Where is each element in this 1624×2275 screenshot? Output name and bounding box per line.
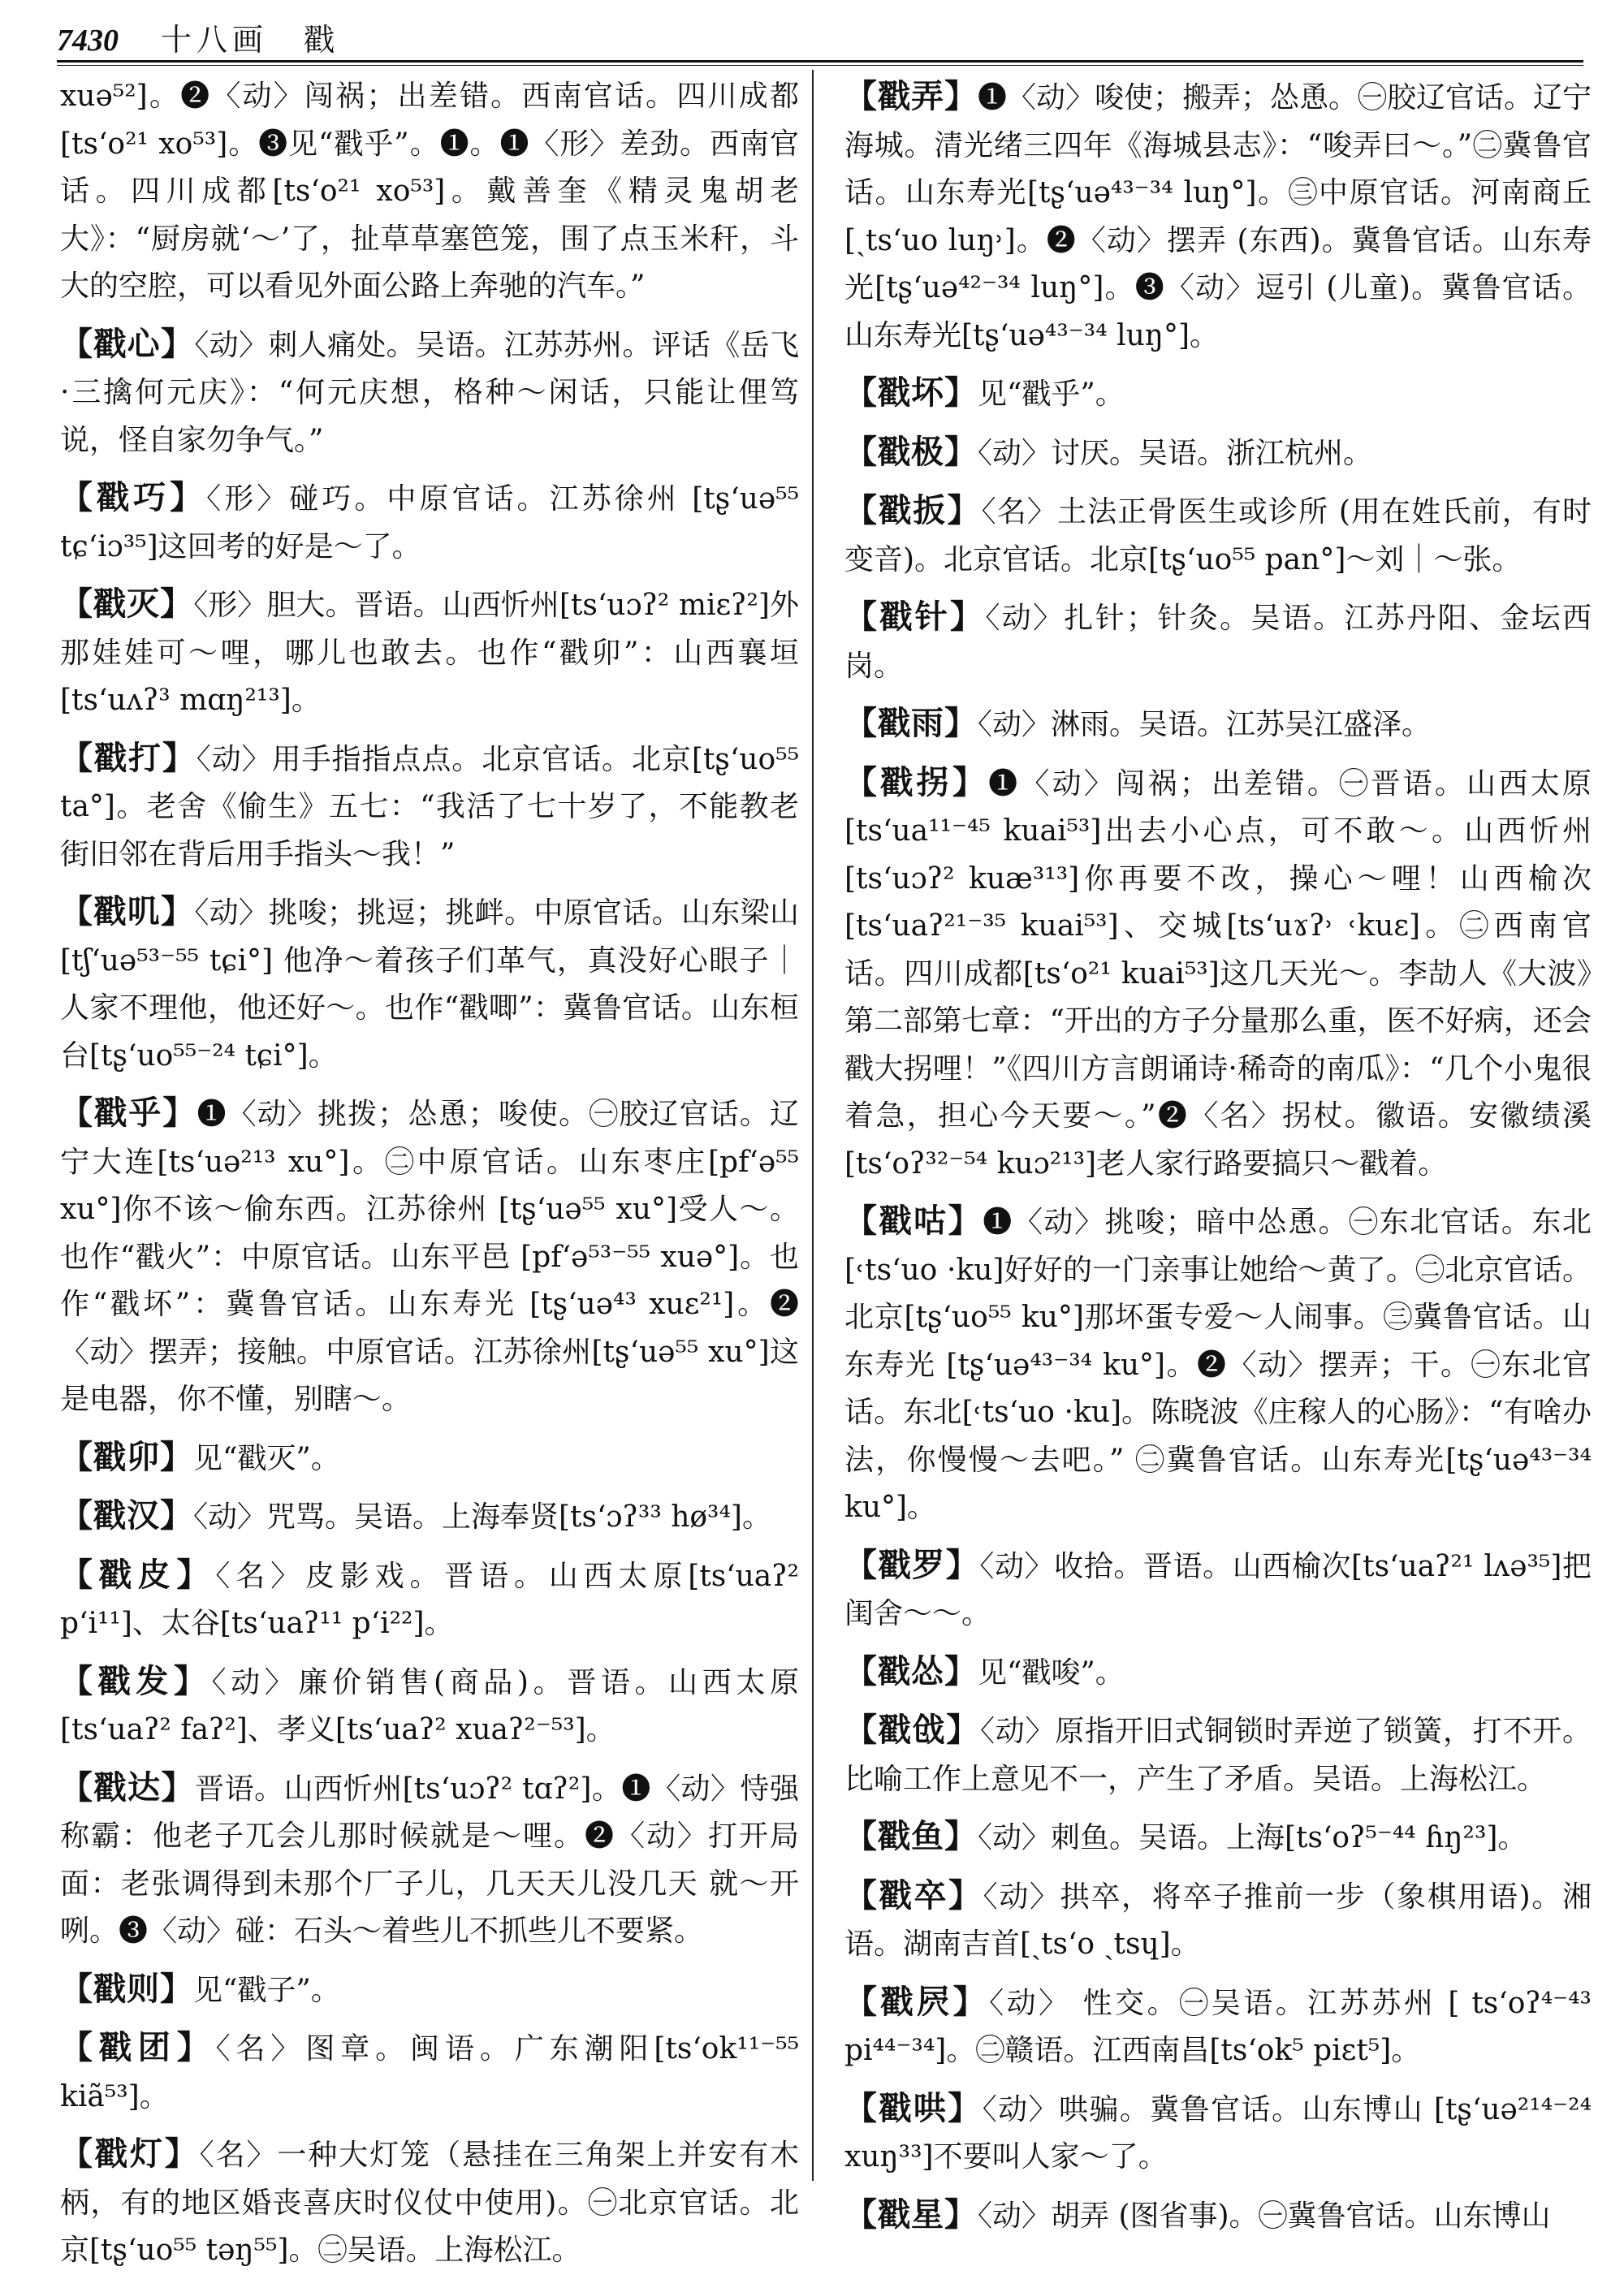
dictionary-entry [60, 73, 799, 311]
entry-headword: 【戳灯】 [60, 2135, 200, 2173]
header-rule [57, 60, 1583, 63]
dictionary-entry [844, 1707, 1592, 1803]
dictionary-entry [60, 1966, 799, 2015]
entry-definition: ❶〈动〉挑拨；怂恿；唆使。㊀胶辽官话。辽宁大连[ts‘uə²¹³ xu°]。㊁中原官话。山东枣庄[pf‘ə⁵⁵ xu°]你不该～偷东西。江苏徐州 [tʂ‘uə⁵⁵ xu°]受人～。也作“戳火”：中原官话。山东平邑 [pf‘ə⁵³⁻⁵⁵ xuə°]。也作“戳坏”：冀鲁官话。山东寿光 [tʂ‘uə⁴³ xuɛ²¹]。❷〈动〉摆弄；接触。中原官话。江苏徐州[tʂ‘uə⁵⁵ xu°]这是电器，你不懂，别瞎～。 [60, 1098, 799, 1416]
entry-headword: 【戳汉】 [60, 1496, 193, 1535]
entry-headword: 【戳打】 [60, 738, 197, 777]
dictionary-entry [60, 2024, 799, 2121]
entry-headword: 【戳雨】 [844, 704, 978, 742]
entry-definition: 见“戳灭”。 [193, 1441, 340, 1475]
dictionary-entry [844, 1979, 1592, 2075]
entry-headword: 【戳针】 [844, 598, 986, 636]
entry-definition: 〈动〉扎针；针灸。吴语。江苏丹阳、金坛西岗。 [844, 602, 1592, 683]
entry-headword: 【戳弄】 [844, 77, 978, 115]
dictionary-entry [60, 1434, 799, 1483]
entry-definition: ❶〈动〉闯祸；出差错。㊀晋语。山西太原[ts‘ua¹¹⁻⁴⁵ kuai⁵³]出去小心点，可不敢～。山西忻州[ts‘uɔʔ² kuæ³¹³]你再要不改，操心～哩！山西榆次 [ts‘uaʔ²¹⁻³⁵ kuai⁵³]、交城[ts‘uɤʔ˒ ˓kuɛ]。㊁西南官话。四川成都[ts‘o²¹ kuai⁵³]这几天光～。李劼人《大波》第二部第七章：“开出的方子分量那么重，医不好病，还会戳大拐哩！”《四川方言朗诵诗·稀奇的南瓜》：“几个小鬼很着急，担心今天要～。”❷〈名〉拐杖。徽语。安徽绩溪 [ts‘oʔ³²⁻⁵⁴ kuɔ²¹³]老人家行路要搞只～戳着。 [844, 766, 1592, 1181]
entry-headword: 【戳心】 [60, 324, 195, 363]
entry-headword: 【戳发】 [60, 1661, 212, 1700]
entry-definition: ❶〈动〉唆使；搬弄；怂恿。㊀胶辽官话。辽宁海城。清光绪三四年《海城县志》：“唆弄曰～。”㊁冀鲁官话。山东寿光[tʂ‘uə⁴³⁻³⁴ luŋ°]。㊂中原官话。河南商丘[ˏts‘uo luŋ˒]。❷〈动〉摆弄 (东西)。冀鲁官话。山东寿光[tʂ‘uə⁴²⁻³⁴ luŋ°]。❸〈动〉逗引 (儿童)。冀鲁官话。山东寿光[tʂ‘uə⁴³⁻³⁴ luŋ°]。 [844, 81, 1592, 352]
right-column [844, 73, 1592, 2234]
entry-definition: 〈动〉收拾。晋语。山西榆次[ts‘uaʔ²¹ lʌə³⁵]把闺舍～～。 [844, 1549, 1592, 1630]
entry-definition: 〈动〉刺人痛处。吴语。江苏苏州。评话《岳飞·三擒何元庆》：“何元庆想，格种～闲话，只能让俚笃说，怪自家勿争气。” [60, 328, 799, 457]
entry-definition: 〈动〉用手指指点点。北京官话。北京[tʂ‘uo⁵⁵ ta°]。老舍《偷生》五七：“我活了七十岁了，不能教老街旧邻在背后用手指头～我！” [60, 742, 799, 871]
entry-headword: 【戳罗】 [844, 1545, 980, 1584]
entry-headword: 【戳拐】 [844, 762, 989, 801]
dictionary-entry [60, 1658, 799, 1755]
dictionary-entry [844, 759, 1592, 1189]
dictionary-entry [844, 73, 1592, 360]
dictionary-entry [60, 2130, 799, 2275]
dictionary-entry [60, 1764, 799, 1956]
entry-headword: 【戳达】 [60, 1768, 196, 1807]
entry-headword: 【戳哄】 [844, 2088, 983, 2127]
dictionary-entry [844, 2191, 1592, 2241]
dictionary-entry [844, 1813, 1592, 1863]
dictionary-entry [60, 1090, 799, 1424]
dictionary-entry [844, 487, 1592, 584]
entry-definition: 见“戳乎”。 [978, 378, 1125, 411]
entry-definition: 〈动〉廉价销售(商品)。晋语。山西太原 [ts‘uaʔ² faʔ²]、孝义[ts‘uaʔ² xuaʔ²⁻⁵³]。 [60, 1665, 799, 1746]
entry-definition: 〈名〉图章。闽语。广东潮阳[ts‘ok¹¹⁻⁵⁵ kiã⁵³]。 [60, 2032, 800, 2113]
dictionary-entry [60, 581, 799, 725]
dictionary-entry [844, 594, 1592, 690]
entry-definition: 〈名〉土法正骨医生或诊所 (用在姓氏前，有时变音)。北京官话。北京[tʂ‘uo⁵⁵ pan°]～刘｜～张。 [844, 495, 1592, 576]
entry-headword: 【戳坏】 [844, 373, 978, 412]
entry-headword: 【戳则】 [60, 1969, 193, 2008]
entry-definition: 见“戳子”。 [193, 1973, 340, 2007]
entry-headword: 【戳叽】 [60, 892, 195, 930]
entry-definition: xuə⁵²]。❷〈动〉闯祸；出差错。西南官话。四川成都[ts‘o²¹ xo⁵³]。❸见“戳乎”。❶。❶〈形〉差劲。西南官话。四川成都[ts‘o²¹ xo⁵³]。戴善奎《精灵鬼胡老大》：“厨房就‘～’了，扯草草塞笆笼，围了点玉米秆，斗大的空腔，可以看见外面公路上奔驰的汽车。” [60, 80, 799, 303]
entry-headword: 【戳扳】 [844, 491, 982, 529]
page-number: 7430 [57, 24, 119, 58]
entry-headword: 【戳卯】 [60, 1437, 193, 1476]
entry-definition: 〈动〉挑唆；挑逗；挑衅。中原官话。山东梁山[tʃ‘uə⁵³⁻⁵⁵ tɕi°] 他净～着孩子们革气，真没好心眼子｜人家不理他，他还好～。也作“戳唧”：冀鲁官话。山东桓台[tʂ‘uo⁵⁵⁻²⁴ tɕi°]。 [60, 896, 799, 1073]
entry-headword: 【戳星】 [844, 2195, 978, 2234]
entry-definition: 〈动〉拱卒，将卒子推前一步（象棋用语)。湘语。湖南吉首[ˏts‘o ˏtsɥ]。 [844, 1880, 1592, 1961]
dictionary-entry [60, 474, 799, 571]
entry-definition: 〈动〉 性交。㊀吴语。江苏苏州 [ ts‘oʔ⁴⁻⁴³ pi⁴⁴⁻³⁴]。㊁赣语。江西南昌[ts‘ok⁵ piɛt⁵]。 [844, 1986, 1592, 2067]
entry-headword: 【戳巧】 [60, 478, 207, 516]
entry-definition: 〈动〉原指开旧式铜锁时弄逆了锁簧，打不开。比喻工作上意见不一，产生了矛盾。吴语。上海松江。 [844, 1715, 1592, 1796]
dictionary-entry [844, 1648, 1592, 1698]
entry-headword: 【戳极】 [844, 432, 978, 471]
running-title: 十八画 戳 [161, 22, 340, 58]
dictionary-entry [60, 735, 799, 879]
entry-definition: 〈名〉皮影戏。晋语。山西太原[ts‘uaʔ² p‘i¹¹]、太谷[ts‘uaʔ¹¹ p‘i²²]。 [60, 1559, 799, 1640]
entry-definition: 见“戳唆”。 [978, 1656, 1125, 1690]
entry-definition: 〈动〉胡弄 (图省事)。㊀冀鲁官话。山东博山 [978, 2199, 1551, 2233]
dictionary-entry [844, 369, 1592, 419]
entry-definition: 〈动〉咒骂。吴语。上海奉贤[ts‘ɔʔ³³ hø³⁴]。 [193, 1500, 771, 1534]
dictionary-entry [60, 321, 799, 465]
entry-definition: 〈动〉刺鱼。吴语。上海[ts‘oʔ⁵⁻⁴⁴ ɦŋ²³]。 [978, 1821, 1527, 1854]
dictionary-entry [844, 429, 1592, 478]
entry-definition: 晋语。山西忻州[ts‘uɔʔ² tɑʔ²]。❶〈动〉恃强称霸：他老子兀会儿那时候就是～哩。❷〈动〉打开局面：老张调得到未那个厂子儿，几天天儿没几天 就～开咧。❸〈动〉碰：石头～着些儿不抓些儿不要紧。 [60, 1772, 800, 1948]
dictionary-entry [844, 2085, 1592, 2182]
header-rule-thin [57, 65, 1583, 66]
page-header [57, 15, 1583, 57]
entry-headword: 【戳卒】 [844, 1876, 983, 1915]
dictionary-entry [60, 1492, 799, 1542]
entry-headword: 【戳屄】 [844, 1982, 990, 2021]
entry-definition: 〈动〉淋雨。吴语。江苏吴江盛泽。 [978, 708, 1432, 741]
entry-definition: 〈动〉讨厌。吴语。浙江杭州。 [978, 436, 1373, 470]
entry-headword: 【戳戗】 [844, 1711, 980, 1749]
dictionary-entry [60, 888, 799, 1080]
entry-headword: 【戳怂】 [844, 1651, 978, 1690]
entry-definition: ❶〈动〉挑唆；暗中怂恿。㊀东北官话。东北[˓ts‘uo ·ku]好好的一门亲事让她给～黄了。㊁北京官话。北京[tʂ‘uo⁵⁵ ku°]那坏蛋专爱～人闹事。㊂冀鲁官话。山东寿光 [tʂ‘uə⁴³⁻³⁴ ku°]。❷〈动〉摆弄；干。㊀东北官话。东北[˓ts‘uo ·ku]。陈晓波《庄稼人的心肠》：“有啥办法，你慢慢～去吧。” ㊁冀鲁官话。山东寿光[tʂ‘uə⁴³⁻³⁴ ku°]。 [844, 1206, 1592, 1524]
dictionary-entry [844, 1542, 1592, 1638]
dictionary-entry [844, 1872, 1592, 1969]
column-divider [812, 70, 814, 2181]
entry-headword: 【戳咕】 [844, 1202, 983, 1240]
entry-headword: 【戳乎】 [60, 1094, 197, 1132]
dictionary-entry [844, 1198, 1592, 1532]
entry-definition: 〈形〉胆大。晋语。山西忻州[ts‘uɔʔ² miɛʔ²]外那娃娃可～哩，哪儿也敢去。也作“戳卯”：山西襄垣[ts‘uʌʔ³ mɑŋ²¹³]。 [60, 589, 799, 717]
left-column [60, 73, 800, 2267]
entry-headword: 【戳灭】 [60, 585, 194, 623]
dictionary-entry [844, 700, 1592, 749]
entry-definition: 〈动〉哄骗。冀鲁官话。山东博山 [tʂ‘uə²¹⁴⁻²⁴ xuŋ³³]不要叫人家～了。 [844, 2092, 1592, 2174]
entry-headword: 【戳皮】 [60, 1555, 216, 1594]
entry-definition: 〈形〉碰巧。中原官话。江苏徐州 [tʂ‘uə⁵⁵ tɕ‘iɔ³⁵]这回考的好是～了。 [60, 482, 799, 563]
dictionary-entry [60, 1552, 799, 1648]
entry-headword: 【戳团】 [60, 2028, 216, 2066]
entry-definition: 〈名〉一种大灯笼（悬挂在三角架上并安有木柄，有的地区婚丧喜庆时仪仗中使用)。㊀北京官话。北京[tʂ‘uo⁵⁵ təŋ⁵⁵]。㊁吴语。上海松江。 [60, 2139, 799, 2267]
entry-headword: 【戳鱼】 [844, 1817, 978, 1855]
